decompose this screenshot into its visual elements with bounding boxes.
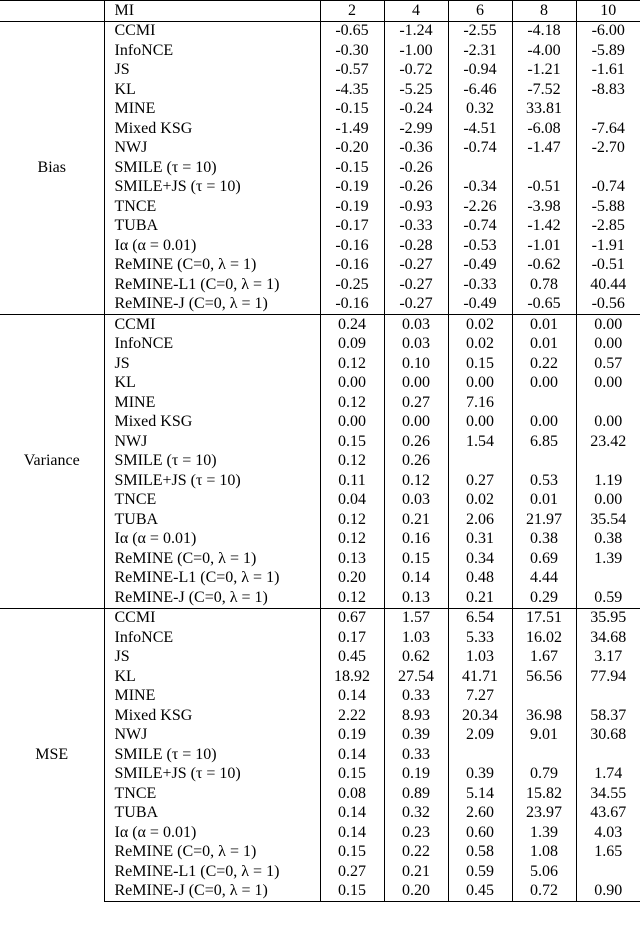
value-cell: -0.65 [320,21,384,41]
value-cell: 0.12 [320,588,384,608]
value-cell: 0.12 [320,530,384,550]
value-cell: -0.20 [320,139,384,159]
value-cell: 0.19 [320,726,384,746]
method-name: CCMI [104,21,320,41]
value-cell: -0.62 [512,256,576,276]
value-cell: 0.39 [448,765,512,785]
value-cell: 0.13 [320,549,384,569]
method-name: InfoNCE [104,628,320,648]
method-name: InfoNCE [104,335,320,355]
value-cell: 1.03 [384,628,448,648]
column-header: 2 [320,1,384,22]
method-name: NWJ [104,432,320,452]
method-name: KL [104,374,320,394]
value-cell: 0.21 [384,510,448,530]
value-cell: 0.15 [384,549,448,569]
value-cell: 0.22 [384,843,448,863]
value-cell: 0.38 [512,530,576,550]
value-cell: 0.72 [512,882,576,902]
value-cell: 0.12 [320,510,384,530]
value-cell: -0.30 [320,41,384,61]
value-cell: 77.94 [590,667,627,685]
method-name: JS [104,648,320,668]
value-cell: -0.27 [384,256,448,276]
value-cell: -4.35 [320,80,384,100]
value-cell: 8.93 [384,706,448,726]
value-cell: 1.39 [594,549,623,567]
method-name: SMILE (τ = 10) [104,745,320,765]
method-name: SMILE (τ = 10) [104,452,320,472]
value-cell: -0.33 [448,275,512,295]
value-cell: 0.22 [512,354,576,374]
method-name: MINE [104,393,320,413]
method-name: Mixed KSG [104,413,320,433]
method-name: ReMINE-L1 (C=0, λ = 1) [104,275,320,295]
value-cell: 0.14 [320,687,384,707]
value-cell [512,393,576,413]
method-name: MINE [104,687,320,707]
value-cell: 0.00 [594,491,623,509]
value-cell: -1.00 [384,41,448,61]
value-cell: -0.19 [320,197,384,217]
value-cell: -3.98 [512,197,576,217]
value-cell: 27.54 [384,667,448,687]
value-cell: -1.01 [512,236,576,256]
value-cell: -5.88 [591,197,625,215]
value-cell: 0.12 [320,354,384,374]
value-cell: 1.67 [512,648,576,668]
value-cell: 5.33 [448,628,512,648]
value-cell: 0.00 [384,374,448,394]
value-cell: -6.08 [512,119,576,139]
value-cell: 0.45 [448,882,512,902]
table-row [0,315,640,335]
value-cell: 1.08 [512,843,576,863]
value-cell: 1.19 [594,471,623,489]
value-cell: 0.90 [576,882,640,902]
value-cell: 0.14 [320,804,384,824]
value-cell: 0.32 [384,804,448,824]
metric-label-bias: Bias [0,21,104,315]
value-cell: -0.72 [384,61,448,81]
value-cell: -5.89 [591,41,625,59]
value-cell: 0.27 [384,393,448,413]
value-cell: 0.29 [512,588,576,608]
value-cell: -7.52 [512,80,576,100]
value-cell: 0.03 [384,335,448,355]
value-cell: 0.59 [448,862,512,882]
value-cell: 0.17 [320,628,384,648]
value-cell: -2.70 [591,139,625,157]
method-name: CCMI [104,608,320,628]
value-cell: 0.02 [448,335,512,355]
header-row [0,1,640,22]
value-cell: 0.15 [320,882,384,902]
value-cell: 0.08 [320,784,384,804]
table-body [0,21,640,902]
value-cell: 0.00 [448,413,512,433]
value-cell: -0.34 [448,178,512,198]
value-cell: 0.33 [384,687,448,707]
value-cell: -2.99 [384,119,448,139]
value-cell: 0.20 [320,569,384,589]
method-name: TUBA [104,217,320,237]
value-cell: 0.26 [384,452,448,472]
value-cell: 40.44 [590,275,627,293]
value-cell: 0.09 [320,335,384,355]
value-cell: -0.15 [320,158,384,178]
value-cell: 0.27 [320,862,384,882]
value-cell: 0.03 [384,315,448,335]
value-cell: -6.00 [576,21,640,41]
value-cell: -0.25 [320,275,384,295]
corner-cell [0,1,104,22]
method-name: SMILE+JS (τ = 10) [104,471,320,491]
value-cell: -1.47 [512,139,576,159]
value-cell: 0.02 [448,491,512,511]
value-cell: 23.97 [512,804,576,824]
value-cell: 0.69 [512,549,576,569]
value-cell [512,745,576,765]
value-cell: -2.55 [448,21,512,41]
value-cell [576,393,640,413]
value-cell: -0.74 [591,178,625,196]
value-cell: 0.59 [594,588,623,606]
value-cell: 0.12 [320,452,384,472]
value-cell: 1.39 [512,823,576,843]
value-cell: -0.56 [591,295,625,313]
method-name: ReMINE (C=0, λ = 1) [104,549,320,569]
method-name: SMILE+JS (τ = 10) [104,178,320,198]
table-row [0,608,640,628]
value-cell: -0.74 [448,139,512,159]
method-name: Iα (α = 0.01) [104,236,320,256]
value-cell: 0.00 [512,413,576,433]
value-cell: -2.26 [448,197,512,217]
value-cell: 6.54 [448,608,512,628]
column-header: 4 [384,1,448,22]
value-cell: -1.42 [512,217,576,237]
value-cell: 30.68 [590,726,627,744]
method-name: Mixed KSG [104,706,320,726]
value-cell: 0.60 [448,823,512,843]
value-cell: -0.16 [320,236,384,256]
value-cell: 0.53 [512,471,576,491]
value-cell: -0.33 [384,217,448,237]
value-cell: 0.15 [448,354,512,374]
method-name: ReMINE-J (C=0, λ = 1) [104,295,320,315]
value-cell: -0.16 [320,256,384,276]
value-cell: 1.74 [594,765,623,783]
value-cell: 0.19 [384,765,448,785]
value-cell: 0.21 [448,588,512,608]
value-cell [512,687,576,707]
value-cell: 0.02 [448,315,512,335]
value-cell [448,452,512,472]
value-cell: -1.21 [512,61,576,81]
value-cell: 7.27 [448,687,512,707]
value-cell: 0.16 [384,530,448,550]
value-cell: 1.54 [448,432,512,452]
value-cell: 0.14 [384,569,448,589]
method-name: ReMINE-J (C=0, λ = 1) [104,882,320,902]
value-cell: -0.27 [384,275,448,295]
value-cell: 0.01 [512,335,576,355]
value-cell: -1.61 [591,61,625,79]
method-name: ReMINE-L1 (C=0, λ = 1) [104,569,320,589]
value-cell: -1.24 [384,21,448,41]
value-cell: -0.49 [448,256,512,276]
method-name: ReMINE-L1 (C=0, λ = 1) [104,862,320,882]
value-cell: 4.03 [594,823,623,841]
value-cell: 2.60 [448,804,512,824]
method-name: KL [104,667,320,687]
method-name: TUBA [104,804,320,824]
value-cell: 1.03 [448,648,512,668]
value-cell: -0.51 [512,178,576,198]
value-cell: 0.57 [594,354,623,372]
value-cell: -0.49 [448,295,512,315]
value-cell: 17.51 [512,608,576,628]
value-cell: 2.06 [448,510,512,530]
column-header: 8 [512,1,576,22]
value-cell: 20.34 [448,706,512,726]
value-cell: 0.45 [320,648,384,668]
value-cell: 0.00 [320,374,384,394]
value-cell: 0.01 [512,491,576,511]
value-cell: 0.00 [594,413,623,431]
value-cell: 6.85 [512,432,576,452]
value-cell [448,745,512,765]
value-cell: 0.00 [448,374,512,394]
value-cell [576,158,640,178]
value-cell: -0.19 [320,178,384,198]
value-cell: -0.74 [448,217,512,237]
value-cell: 15.82 [512,784,576,804]
value-cell: -1.91 [591,236,625,254]
value-cell: 33.81 [512,100,576,120]
value-cell: 0.20 [384,882,448,902]
value-cell: 18.92 [320,667,384,687]
value-cell: -4.51 [448,119,512,139]
value-cell: 1.65 [594,843,623,861]
value-cell: -0.28 [384,236,448,256]
method-name: TNCE [104,784,320,804]
value-cell: 0.12 [384,471,448,491]
value-cell: 0.79 [512,765,576,785]
value-cell: 23.42 [590,432,627,450]
value-cell: -0.94 [448,61,512,81]
method-name: NWJ [104,139,320,159]
value-cell: 0.26 [384,432,448,452]
value-cell: 0.00 [384,413,448,433]
method-name: TNCE [104,197,320,217]
value-cell: 21.97 [512,510,576,530]
method-name: JS [104,354,320,374]
value-cell: -0.65 [512,295,576,315]
value-cell: 0.21 [384,862,448,882]
value-cell: 0.31 [448,530,512,550]
value-cell: -2.31 [448,41,512,61]
value-cell: 34.68 [590,628,627,646]
value-cell: -0.93 [384,197,448,217]
value-cell: 41.71 [448,667,512,687]
value-cell: 0.15 [320,432,384,452]
value-cell: 0.00 [576,315,640,335]
value-cell: 0.00 [594,335,623,353]
method-name: Iα (α = 0.01) [104,530,320,550]
method-name: ReMINE-J (C=0, λ = 1) [104,588,320,608]
value-cell [576,452,640,472]
value-cell: -0.57 [320,61,384,81]
value-cell: 0.33 [384,745,448,765]
method-name: NWJ [104,726,320,746]
value-cell: 58.37 [590,706,627,724]
value-cell: -2.85 [591,217,625,235]
value-cell [576,687,640,707]
value-cell: -0.24 [384,100,448,120]
table-row [0,21,640,41]
value-cell: 0.00 [594,374,623,392]
value-cell: 35.95 [576,608,640,628]
value-cell: 0.10 [384,354,448,374]
value-cell: 0.03 [384,491,448,511]
method-name: TUBA [104,510,320,530]
value-cell: 0.32 [448,100,512,120]
value-cell: -0.36 [384,139,448,159]
method-name: ReMINE (C=0, λ = 1) [104,843,320,863]
value-cell: -0.16 [320,295,384,315]
value-cell [512,452,576,472]
value-cell: -0.17 [320,217,384,237]
value-cell: 2.22 [320,706,384,726]
value-cell: 0.48 [448,569,512,589]
value-cell: 16.02 [512,628,576,648]
value-cell: -4.00 [512,41,576,61]
metric-label-mse: MSE [0,608,104,902]
mi-header: MI [104,1,320,22]
value-cell: 0.15 [320,765,384,785]
value-cell: 0.00 [320,413,384,433]
value-cell: 0.62 [384,648,448,668]
value-cell: 36.98 [512,706,576,726]
method-name: KL [104,80,320,100]
value-cell: 5.14 [448,784,512,804]
method-name: Iα (α = 0.01) [104,823,320,843]
value-cell: 0.01 [512,315,576,335]
value-cell: -0.26 [384,158,448,178]
value-cell: 0.67 [320,608,384,628]
value-cell: 4.44 [512,569,576,589]
value-cell [448,158,512,178]
value-cell: 2.09 [448,726,512,746]
value-cell: 3.17 [594,648,623,666]
value-cell: 5.06 [512,862,576,882]
method-name: CCMI [104,315,320,335]
value-cell: 0.24 [320,315,384,335]
value-cell: 0.34 [448,549,512,569]
value-cell: -7.64 [591,119,625,137]
value-cell [576,745,640,765]
value-cell: 0.58 [448,843,512,863]
value-cell: 0.23 [384,823,448,843]
value-cell: -1.49 [320,119,384,139]
value-cell: 0.11 [320,471,384,491]
value-cell: 0.14 [320,823,384,843]
column-header: 10 [576,1,640,22]
value-cell: -0.51 [591,256,625,274]
value-cell: 0.14 [320,745,384,765]
value-cell: -6.46 [448,80,512,100]
value-cell: 9.01 [512,726,576,746]
method-name: SMILE+JS (τ = 10) [104,765,320,785]
method-name: TNCE [104,491,320,511]
method-name: SMILE (τ = 10) [104,158,320,178]
value-cell: 0.39 [384,726,448,746]
value-cell: 35.54 [590,510,627,528]
value-cell: -5.25 [384,80,448,100]
value-cell: -8.83 [591,80,625,98]
value-cell: 7.16 [448,393,512,413]
value-cell: 0.12 [320,393,384,413]
value-cell [512,158,576,178]
method-name: MINE [104,100,320,120]
value-cell: 0.13 [384,588,448,608]
method-name: InfoNCE [104,41,320,61]
method-name: Mixed KSG [104,119,320,139]
value-cell: 0.04 [320,491,384,511]
value-cell: 1.57 [384,608,448,628]
value-cell: 0.89 [384,784,448,804]
value-cell: 34.55 [590,784,627,802]
value-cell: 0.78 [512,275,576,295]
value-cell: -4.18 [512,21,576,41]
value-cell [576,569,640,589]
value-cell [576,100,640,120]
value-cell: -0.53 [448,236,512,256]
value-cell: -0.26 [384,178,448,198]
value-cell: 0.38 [594,530,623,548]
metric-label-variance: Variance [0,315,104,609]
value-cell: 0.00 [512,374,576,394]
value-cell [576,862,640,882]
method-name: ReMINE (C=0, λ = 1) [104,256,320,276]
value-cell: -0.15 [320,100,384,120]
value-cell: 43.67 [590,804,627,822]
value-cell: 56.56 [512,667,576,687]
value-cell: 0.15 [320,843,384,863]
value-cell: 0.27 [448,471,512,491]
column-header: 6 [448,1,512,22]
value-cell: -0.27 [384,295,448,315]
method-name: JS [104,61,320,81]
